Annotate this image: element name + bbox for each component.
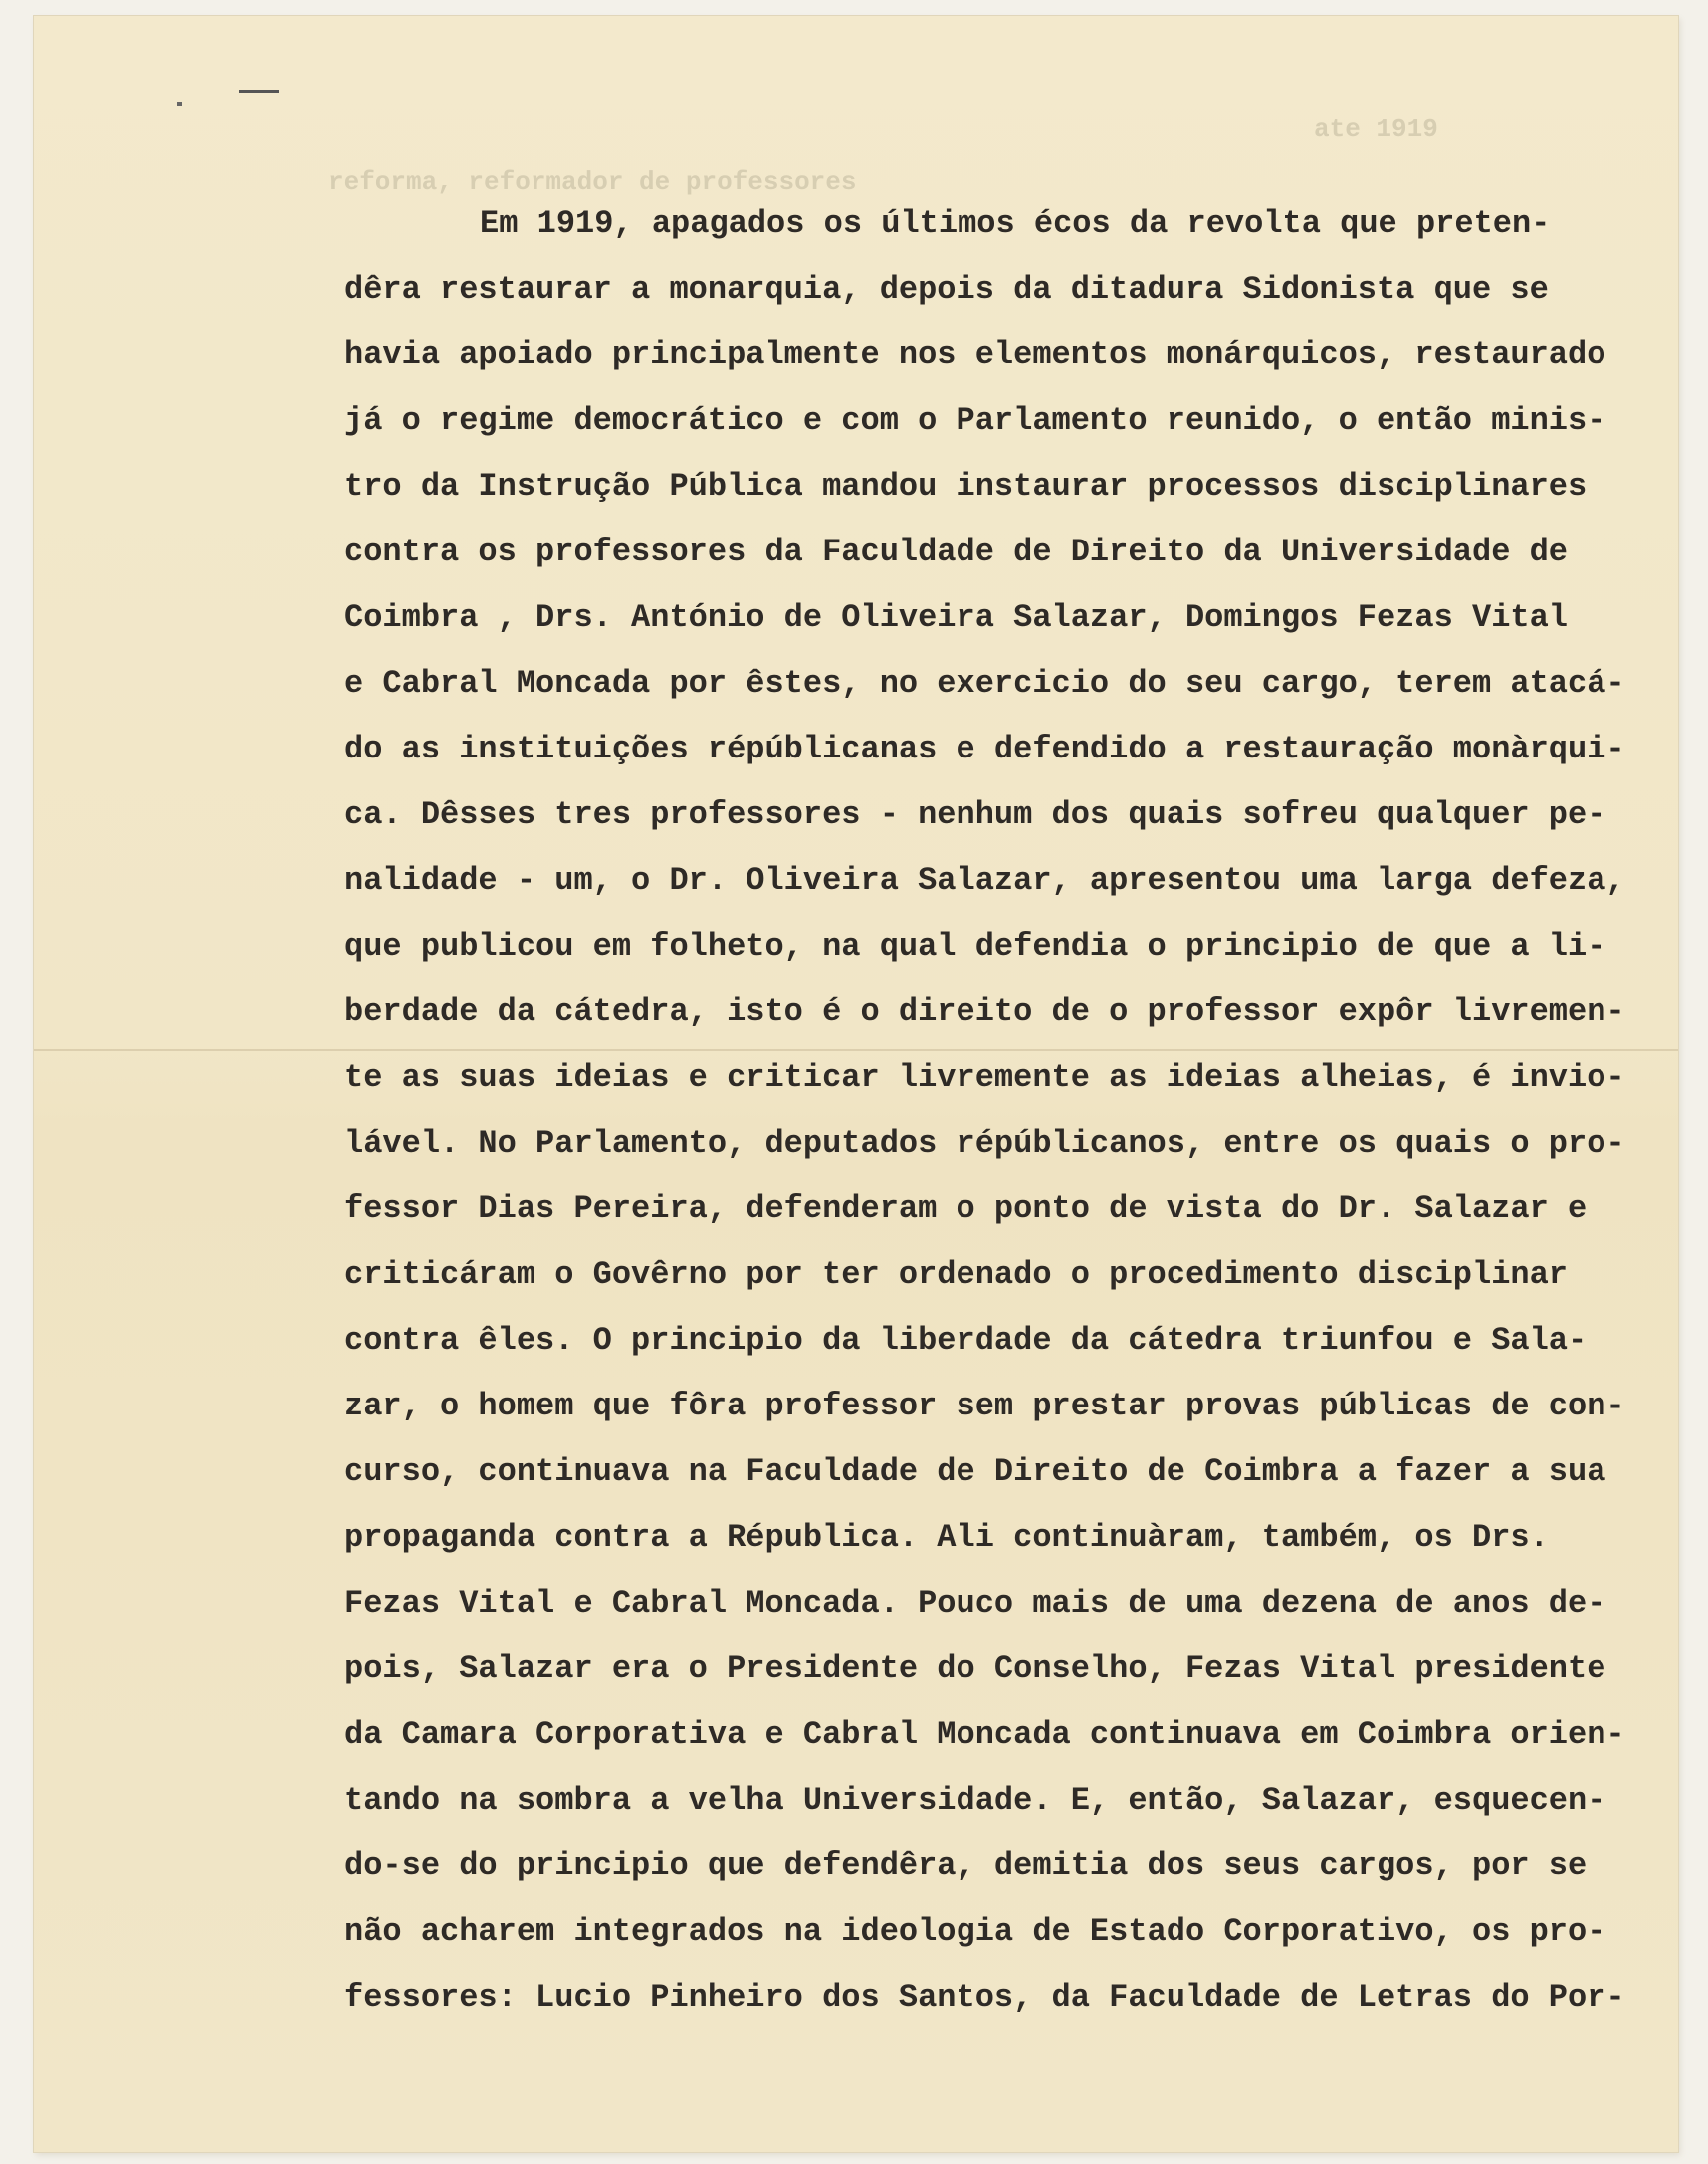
- bleed-through-text-2: reforma, reformador de professores: [328, 167, 857, 197]
- text-line: pois, Salazar era o Presidente do Conselho, Fezas Vital presidente: [344, 1650, 1606, 1687]
- text-line: Fezas Vital e Cabral Moncada. Pouco mais de uma dezena de anos de-: [344, 1585, 1606, 1622]
- text-line: Em 1919, apagados os últimos écos da revolta que preten-: [480, 205, 1551, 242]
- text-line: do as instituições répúblicanas e defendido a restauração monàrqui-: [344, 731, 1625, 767]
- text-line: ca. Dêsses tres professores - nenhum dos quais sofreu qualquer pe-: [344, 796, 1606, 833]
- text-line: lável. No Parlamento, deputados répúblicanos, entre os quais o pro-: [344, 1125, 1625, 1162]
- text-line: nalidade - um, o Dr. Oliveira Salazar, apresentou uma larga defeza,: [344, 862, 1625, 899]
- text-line: dêra restaurar a monarquia, depois da ditadura Sidonista que se: [344, 271, 1549, 308]
- text-line: que publicou em folheto, na qual defendia o principio de que a li-: [344, 928, 1606, 965]
- text-line: te as suas ideias e criticar livremente as ideias alheias, é invio-: [344, 1059, 1625, 1096]
- text-line: fessores: Lucio Pinheiro dos Santos, da Faculdade de Letras do Por-: [344, 1979, 1625, 2016]
- ink-dot-mark: [177, 102, 182, 106]
- text-line: contra êles. O principio da liberdade da cátedra triunfou e Sala-: [344, 1322, 1588, 1359]
- text-line: da Camara Corporativa e Cabral Moncada continuava em Coimbra orien-: [344, 1716, 1625, 1753]
- text-line: e Cabral Moncada por êstes, no exercicio do seu cargo, terem atacá-: [344, 665, 1625, 702]
- ink-dash-mark: [239, 90, 279, 93]
- text-line: do-se do principio que defendêra, demitia dos seus cargos, por se: [344, 1847, 1588, 1884]
- typed-paragraph: [344, 191, 1678, 2031]
- text-line: tando na sombra a velha Universidade. E, então, Salazar, esquecen-: [344, 1782, 1606, 1819]
- text-line: criticáram o Govêrno por ter ordenado o procedimento disciplinar: [344, 1256, 1568, 1293]
- text-line: havia apoiado principalmente nos elementos monárquicos, restaurado: [344, 336, 1606, 373]
- text-line: curso, continuava na Faculdade de Direito de Coimbra a fazer a sua: [344, 1453, 1606, 1490]
- bleed-through-text-1: ate 1919: [1314, 114, 1438, 144]
- text-line: propaganda contra a Républica. Ali continuàram, também, os Drs.: [344, 1519, 1549, 1556]
- text-line: tro da Instrução Pública mandou instaurar processos disciplinares: [344, 468, 1588, 505]
- text-line: zar, o homem que fôra professor sem prestar provas públicas de con-: [344, 1388, 1625, 1424]
- text-line: berdade da cátedra, isto é o direito de o professor expôr livremen-: [344, 993, 1625, 1030]
- text-line: não acharem integrados na ideologia de Estado Corporativo, os pro-: [344, 1913, 1606, 1950]
- text-line: contra os professores da Faculdade de Direito da Universidade de: [344, 534, 1568, 570]
- text-line: já o regime democrático e com o Parlamento reunido, o então minis-: [344, 402, 1606, 439]
- text-line: fessor Dias Pereira, defenderam o ponto de vista do Dr. Salazar e: [344, 1190, 1588, 1227]
- text-line: Coimbra , Drs. António de Oliveira Salazar, Domingos Fezas Vital: [344, 599, 1568, 636]
